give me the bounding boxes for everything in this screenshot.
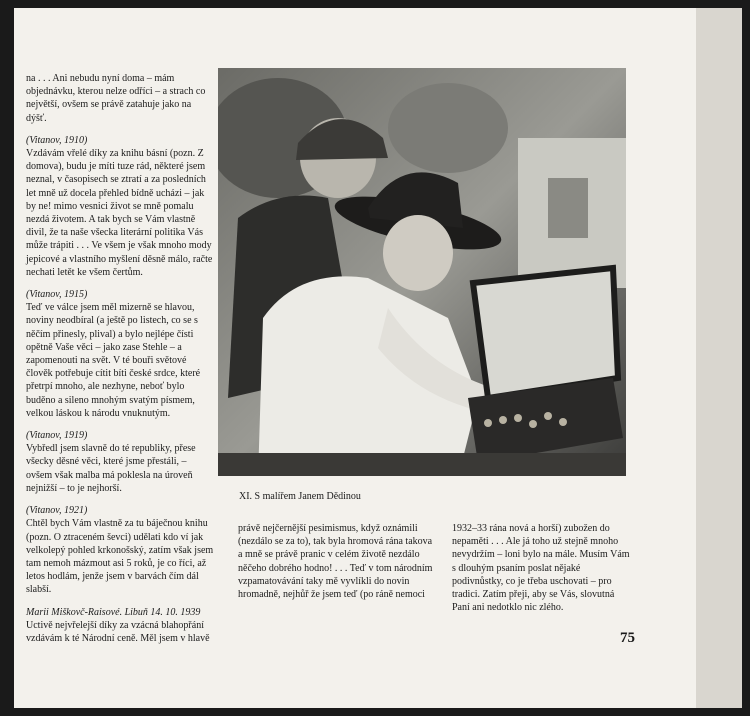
text-column-left bbox=[26, 72, 214, 645]
paragraph: 1932–33 rána nová a horší) zubožen do nepaměti . . . Ale já toho už stejně mnoho nevydržím – loni bylo na mále. Musím Vám s dlouhým psaním poslat nějaké podivnůstky, co je třeba uschovati – pro tradici. Zatím přeji, aby se Vás, slovutná Paní ani nedotklo nic zlého. bbox=[452, 523, 630, 614]
photograph bbox=[218, 68, 626, 476]
paragraph: Teď ve válce jsem měl mizerně se hlavou, noviny neodbíral (a ještě po listech, co se s něčím přinesly, plival) a bylo nejlépe čísti opětně Vaše věci – jako zase Stehle – a zapomenouti na svět. V té bouři světové člověk potřebuje cítit bíti české srdce, které přetrpí mnoho, ale nezhyne, neboť bylo buděno a sileno mnohým svatým písmem, velkou láskou k národu vnuknutým. bbox=[26, 302, 201, 419]
page-number: 75 bbox=[620, 630, 635, 646]
page-edge bbox=[696, 8, 742, 708]
paragraph: právě nejčernější pesimismus, když oznámili (nezdálo se za to), tak byla hromová rána takova a mně se právě pranic v celém životě nezdálo něčeho dobrého hodno! . . . Teď v tom národním vzpamatovávání taky mě vyvlíkli do novin hromadně, nejhůř že jsem teď (po ráně nemoci bbox=[238, 523, 433, 601]
letter-heading: (Vitanov, 1919) bbox=[26, 430, 88, 442]
letter-heading: (Vitanov, 1910) bbox=[26, 134, 88, 146]
paragraph: Vzdávám vřelé díky za knihu básní (pozn. Z domova), budu je míti tuze rád, některé jsem neznal, v časopisech se ztratí a za posledních let mně už docela přehled bídně ucházi – jak by ne! mimo vesnici život se mně pomalu nezdá životem. A tak bych se Vám vlastně divil, že ta naše všecka literární politika Vás může trápiti . . . Ve všem je však mnoho mody jepicové a vlastního myšlení děsně málo, račte nechati letět ke všem čertům. bbox=[26, 148, 213, 278]
text-column-middle bbox=[238, 522, 438, 601]
letter-heading: Marii Miškovč-Raisové. Libuň 14. 10. 1939 bbox=[26, 606, 201, 618]
text-column-right bbox=[452, 522, 632, 614]
photo-caption: XI. S malířem Janem Dědinou bbox=[239, 491, 361, 502]
paragraph: Vybředl jsem slavně do té republiky, přese všecky děsné věci, které jsme přestáli, – ovšem však malba má poklesla na úroveň nejnižší – to je nejhorší. bbox=[26, 443, 196, 494]
paragraph: Chtěl bych Vám vlastně za tu báječnou knihu (pozn. O ztraceném ševci) udělati kdo ví jak velkolepý pohled krkonošský, zatím však jsem tam nemoh mázmout asi 5 roků, je co říci, až letos hodlám, jenže jsem v barvách čím dál slabší. bbox=[26, 518, 214, 596]
letter-heading: (Vitanov, 1915) bbox=[26, 289, 88, 301]
letter-heading: (Vitanov, 1921) bbox=[26, 505, 88, 517]
paragraph: Uctivě nejvřelejší díky za vzácná blahopřání vzdávám k té Národní ceně. Měl jsem v hlavě bbox=[26, 619, 210, 644]
paragraph: na . . . Ani nebudu nyní doma – mám objednávku, kterou nelze odříci – a strach co největší, ovšem se právě zatahuje jako na dýšť. bbox=[26, 73, 206, 124]
